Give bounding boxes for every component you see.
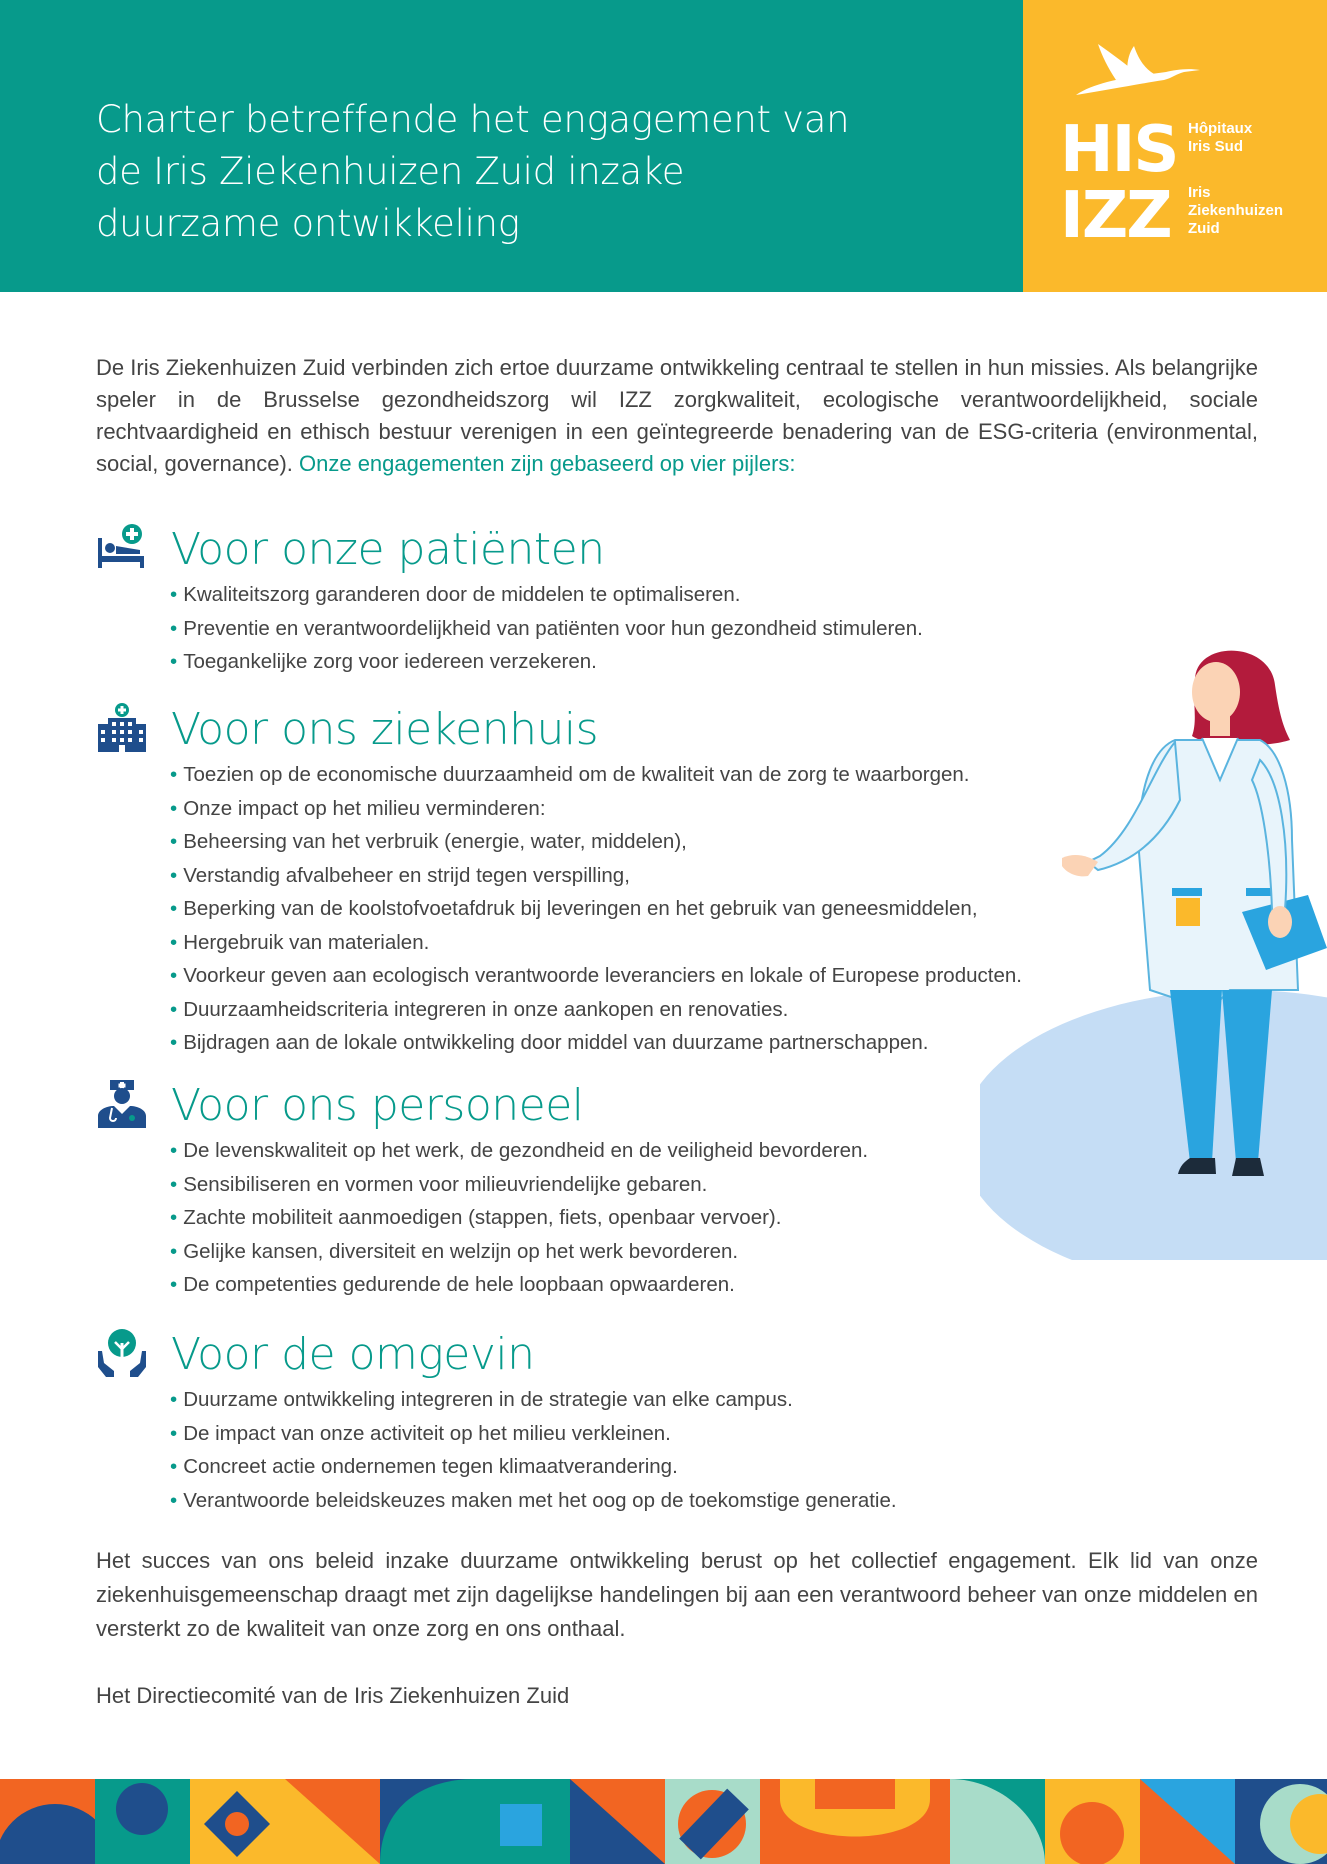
list-item: • Duurzame ontwikkeling integreren in de strategie van elke campus. xyxy=(170,1388,793,1411)
section-title: Voor ons ziekenhuis xyxy=(171,704,598,755)
list-item: • Verstandig afvalbeheer en strijd tegen verspilling, xyxy=(170,863,630,887)
section-title: Voor onze patiënten xyxy=(171,524,605,575)
section-list xyxy=(170,758,1022,1060)
list-item: • Kwaliteitszorg garanderen door de middelen te optimaliseren. xyxy=(170,583,741,606)
list-item: • De impact van onze activiteit op het milieu verkleinen. xyxy=(170,1421,671,1445)
list-item: • Duurzaamheidscriteria integreren in onze aankopen en renovaties. xyxy=(170,997,789,1021)
logo-his: HIS xyxy=(1060,113,1178,187)
intro-paragraph xyxy=(96,352,1258,480)
logo-izz: IZZ xyxy=(1060,179,1171,253)
list-item: • Sensibiliseren en vormen voor milieuvriendelijke gebaren. xyxy=(170,1172,708,1196)
section-list xyxy=(170,578,923,679)
patient-bed-icon xyxy=(96,522,148,574)
logo-french-name: Hôpitaux Iris Sud xyxy=(1188,120,1253,155)
signature-line: Het Directiecomité van de Iris Ziekenhuizen Zuid xyxy=(96,1683,570,1708)
backdrop-ellipse xyxy=(980,990,1327,1260)
document-title: Charter betreffende het engagement van de Iris Ziekenhuizen Zuid inzake duurzame ontwikkeling xyxy=(96,98,850,245)
closing-paragraph: Het succes van ons beleid inzake duurzame ontwikkeling berust op het collectief engagement. Elk lid van onze ziekenhuisgemeenschap draagt met zijn dagelijkse handelingen bij aan een verantwoord beheer van onze middelen en versterkt zo de kwaliteit van onze zorg en ons onthaal. xyxy=(96,1548,1258,1641)
page-header xyxy=(0,0,1327,292)
list-item: • Gelijke kansen, diversiteit en welzijn op het werk bevorderen. xyxy=(170,1239,739,1263)
his-izz-logo xyxy=(1058,40,1298,253)
hands-tree-icon xyxy=(96,1327,148,1379)
list-item: • Voorkeur geven aan ecologisch verantwoorde leveranciers en lokale of Europese producten. xyxy=(170,964,1022,987)
intro-text: De Iris Ziekenhuizen Zuid verbinden zich ertoe duurzame ontwikkeling centraal te stellen in hun missies. Als belangrijke speler in de Brusselse gezondheidszorg wil IZZ zorgkwaliteit, ecologische verantwoordelijkheid, sociale rechtvaardigheid en ethisch bestuur verenigen in een geïntegreerde benadering van de ESG-criteria (environmental, social, governance). xyxy=(96,355,1258,476)
list-item: • Toegankelijke zorg voor iedereen verzekeren. xyxy=(170,650,597,673)
hospital-building-icon xyxy=(96,702,148,754)
section-title: Voor ons personeel xyxy=(171,1080,584,1131)
nurse-staff-icon xyxy=(96,1078,148,1130)
list-item: • Beheersing van het verbruik (energie, water, middelen), xyxy=(170,830,687,853)
list-item: • De levenskwaliteit op het werk, de gezondheid en de veiligheid bevorderen. xyxy=(170,1139,869,1162)
list-item: • De competenties gedurende de hele loopbaan opwaarderen. xyxy=(170,1273,735,1296)
section-list xyxy=(170,1383,897,1517)
list-item: • Beperking van de koolstofvoetafdruk bij leveringen en het gebruik van geneesmiddelen, xyxy=(170,897,978,920)
list-item: • Onze impact op het milieu verminderen: xyxy=(170,796,546,820)
section-title: Voor de omgevin xyxy=(171,1329,535,1380)
list-item: • Preventie en verantwoordelijkheid van patiënten voor hun gezondheid stimuleren. xyxy=(170,616,923,640)
list-item: • Hergebruik van materialen. xyxy=(170,930,430,954)
list-item: • Concreet actie ondernemen tegen klimaatverandering. xyxy=(170,1455,678,1478)
decorative-footer-pattern xyxy=(0,1779,1327,1864)
section-list xyxy=(170,1134,868,1302)
logo-dutch-name: Iris Ziekenhuizen Zuid xyxy=(1188,184,1284,237)
doctor-illustration xyxy=(980,630,1327,1260)
list-item: • Zachte mobiliteit aanmoedigen (stappen, fiets, openbaar vervoer). xyxy=(170,1206,782,1229)
list-item: • Verantwoorde beleidskeuzes maken met het oog op de toekomstige generatie. xyxy=(170,1488,897,1512)
heron-icon xyxy=(1068,40,1208,110)
list-item: • Toezien op de economische duurzaamheid om de kwaliteit van de zorg te waarborgen. xyxy=(170,763,970,786)
intro-highlight: Onze engagementen zijn gebaseerd op vier pijlers: xyxy=(299,451,796,476)
list-item: • Bijdragen aan de lokale ontwikkeling door middel van duurzame partnerschappen. xyxy=(170,1031,929,1054)
